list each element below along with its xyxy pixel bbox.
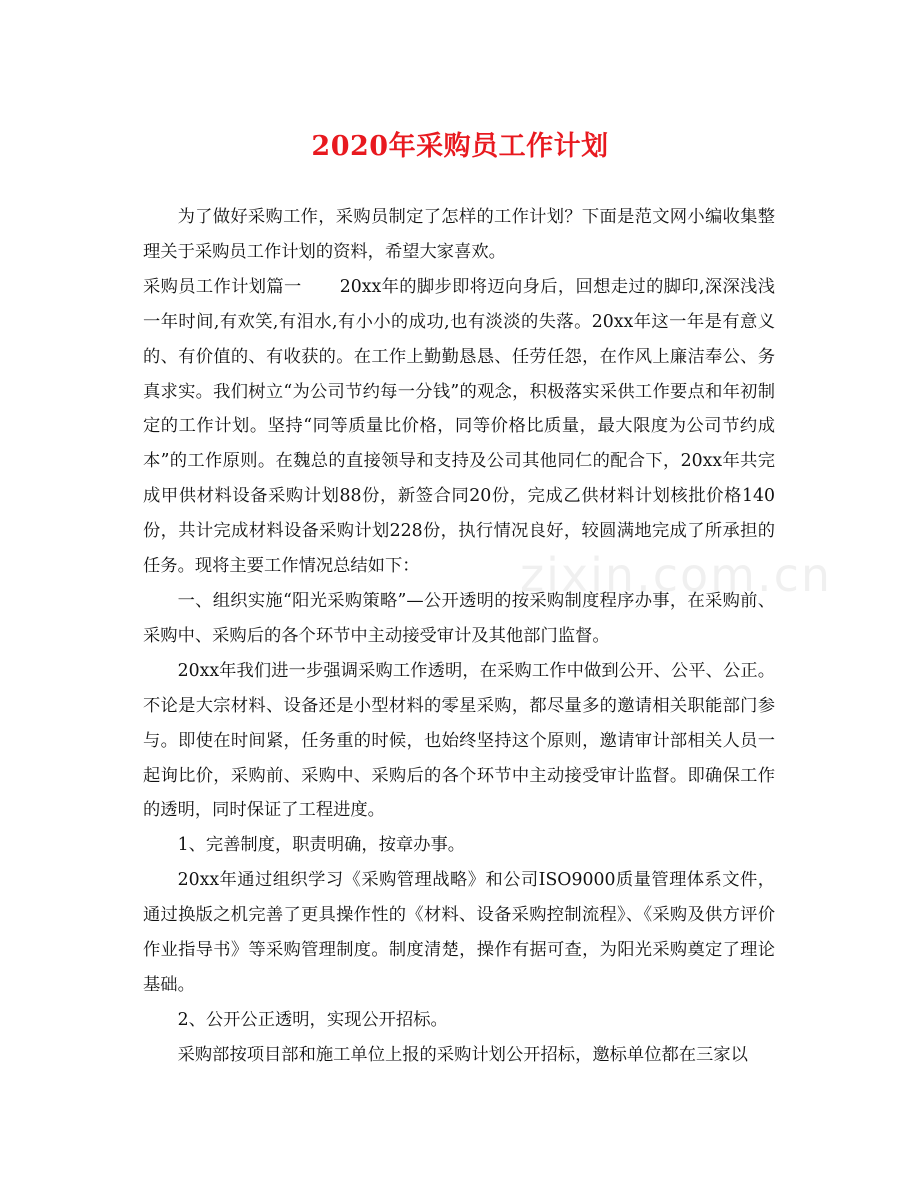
section-heading: 采购员工作计划篇一	[143, 276, 302, 297]
paragraph-item-1: 一、组织实施“阳光采购策略”—公开透明的按采购制度程序办事，在采购前、采购中、采购后的各个环节中主动接受审计及其他部门监督。	[143, 590, 775, 646]
watermark-text: zixin.com.cn	[520, 548, 833, 602]
paragraph-subitem-1: 1、完善制度，职责明确，按章办事。	[177, 835, 466, 856]
paragraph-bidding: 采购部按项目部和施工单位上报的采购计划公开招标，邀标单位都在三家以	[177, 1044, 748, 1065]
paragraph-system: 20xx年通过组织学习《采购管理战略》和公司ISO9000质量管理体系文件，通过换版之机完善了更具操作性的《材料、设备采购控制流程》、《采购及供方评价作业指导书》等采购管理制度。制度清楚，操作有据可查，为阳光采购奠定了理论基础。	[143, 870, 775, 995]
document-title: 2020年采购员工作计划	[311, 131, 609, 162]
section-paragraph	[143, 270, 775, 584]
intro-paragraph: 为了做好采购工作，采购员制定了怎样的工作计划？下面是范文网小编收集整理关于采购员工作计划的资料，希望大家喜欢。	[143, 207, 775, 262]
paragraph-transparency: 20xx年我们进一步强调采购工作透明，在采购工作中做到公开、公平、公正。不论是大宗材料、设备还是小型材料的零星采购，都尽量多的邀请相关职能部门参与。即使在时间紧，任务重的时候，也始终坚持这个原则，邀请审计部相关人员一起询比价，采购前、采购中、采购后的各个环节中主动接受审计监督。即确保工作的透明，同时保证了工程进度。	[143, 660, 775, 821]
section-body-text: 20xx年的脚步即将迈向身后，回想走过的脚印,深深浅浅一年时间,有欢笑,有泪水,有小小的成功,也有淡淡的失落。20xx年这一年是有意义的、有价值的、有收获的。在工作上勤勤恳恳、任劳任怨，在作风上廉洁奉公、务真求实。我们树立“为公司节约每一分钱”的观念，积极落实采供工作要点和年初制定的工作计划。坚持“同等质量比价格，同等价格比质量，最大限度为公司节约成本”的工作原则。在魏总的直接领导和支持及公司其他同仁的配合下，20xx年共完成甲供材料设备采购计划88份，新签合同20份，完成乙供材料计划核批价格140份，共计完成材料设备采购计划228份，执行情况良好，较圆满地完成了所承担的任务。现将主要工作情况总结如下：	[143, 276, 775, 577]
document-body	[143, 200, 775, 1073]
paragraph-subitem-2: 2、公开公正透明，实现公开招标。	[177, 1009, 448, 1030]
